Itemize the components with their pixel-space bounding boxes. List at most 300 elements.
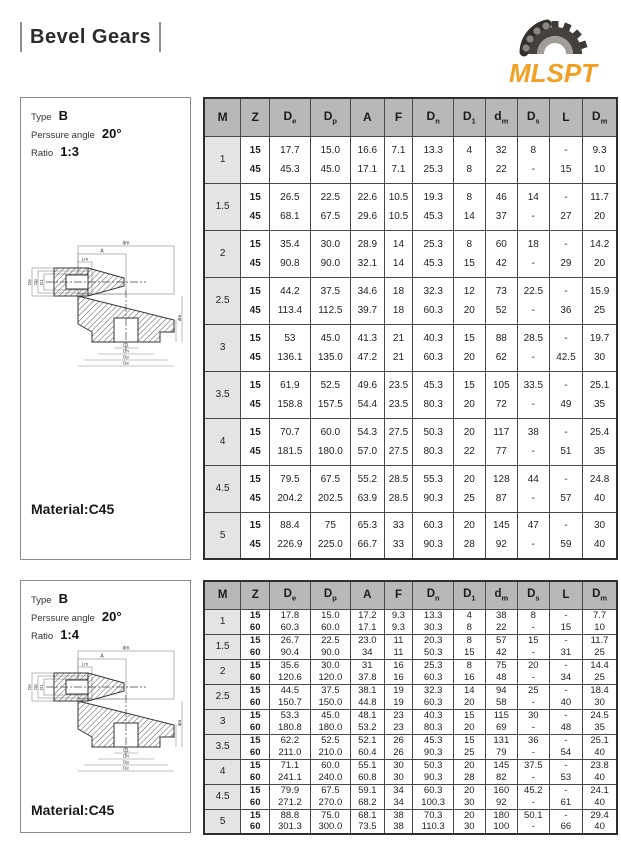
column-header-a: A bbox=[351, 581, 384, 609]
value-cell: 67.5 270.0 bbox=[310, 784, 350, 809]
dim-label-dm-right: dm bbox=[177, 314, 182, 322]
value-cell: 8 15 bbox=[453, 230, 485, 277]
value-cell: - 57 bbox=[549, 465, 582, 512]
pressure-angle-label: Perssure angle bbox=[31, 613, 95, 624]
type-label: Type bbox=[31, 112, 52, 123]
dim-label-dm-top: dm bbox=[122, 645, 130, 652]
value-cell: 59.1 68.2 bbox=[351, 784, 384, 809]
value-cell: 20 28 bbox=[453, 512, 485, 559]
module-cell: 2 bbox=[204, 230, 241, 277]
value-cell: 55.3 90.3 bbox=[413, 465, 453, 512]
teeth-cell: 15 45 bbox=[241, 324, 270, 371]
value-cell: 33.5 - bbox=[517, 371, 549, 418]
table-row bbox=[204, 277, 617, 324]
value-cell: 11 11 bbox=[384, 634, 413, 659]
value-cell: 26 26 bbox=[384, 734, 413, 759]
column-header-dn: $D_n$ bbox=[413, 98, 453, 136]
ratio-value: 1:3 bbox=[60, 144, 79, 159]
module-cell: 4.5 bbox=[204, 465, 241, 512]
dim-label-dm-right: dm bbox=[177, 719, 182, 727]
value-cell: 25.1 40 bbox=[583, 734, 617, 759]
bevel-gear-drawing bbox=[26, 238, 186, 378]
value-cell: 4 8 bbox=[453, 136, 485, 183]
value-cell: 38 38 bbox=[384, 809, 413, 834]
module-cell: 3 bbox=[204, 324, 241, 371]
column-header-dm: $d_m$ bbox=[485, 98, 517, 136]
value-cell: 15 20 bbox=[453, 371, 485, 418]
module-cell: 2.5 bbox=[204, 684, 241, 709]
teeth-cell: 15 60 bbox=[241, 659, 270, 684]
value-cell: 24.1 40 bbox=[583, 784, 617, 809]
value-cell: 7.1 7.1 bbox=[384, 136, 413, 183]
pressure-angle-label: Perssure angle bbox=[31, 130, 95, 141]
material-note: Material:C45 bbox=[31, 501, 115, 517]
value-cell: 60.0 180.0 bbox=[310, 418, 350, 465]
dim-label-a-right: A bbox=[171, 329, 176, 333]
teeth-cell: 15 60 bbox=[241, 759, 270, 784]
module-cell: 1 bbox=[204, 136, 241, 183]
title-divider-left bbox=[20, 22, 22, 52]
teeth-cell: 15 60 bbox=[241, 634, 270, 659]
gear-chain-logo-icon bbox=[498, 4, 608, 88]
spec-text bbox=[21, 581, 190, 642]
type-value: B bbox=[58, 591, 68, 606]
dim-label-dp-bottom: Dp bbox=[123, 759, 129, 765]
value-cell: 47 - bbox=[517, 512, 549, 559]
pressure-angle-value: 20° bbox=[101, 609, 122, 624]
module-cell: 2 bbox=[204, 659, 241, 684]
value-cell: 16.6 17.1 bbox=[351, 136, 384, 183]
module-cell: 3 bbox=[204, 709, 241, 734]
value-cell: 14 20 bbox=[453, 684, 485, 709]
table-header-row bbox=[204, 581, 617, 609]
value-cell: 25.3 60.3 bbox=[413, 659, 453, 684]
module-cell: 2.5 bbox=[204, 277, 241, 324]
value-cell: 18 18 bbox=[384, 277, 413, 324]
value-cell: 57 42 bbox=[485, 634, 517, 659]
value-cell: 44.5 150.7 bbox=[270, 684, 310, 709]
teeth-cell: 15 45 bbox=[241, 136, 270, 183]
value-cell: 15 20 bbox=[453, 324, 485, 371]
logo-text: MLSPT bbox=[508, 58, 598, 88]
teeth-cell: 15 60 bbox=[241, 784, 270, 809]
value-cell: 28.9 32.1 bbox=[351, 230, 384, 277]
value-cell: 70.3 110.3 bbox=[413, 809, 453, 834]
value-cell: 75.0 300.0 bbox=[310, 809, 350, 834]
value-cell: 17.7 45.3 bbox=[270, 136, 310, 183]
value-cell: 15.9 25 bbox=[583, 277, 617, 324]
value-cell: 22.5 - bbox=[517, 277, 549, 324]
bevel-gear-drawing bbox=[26, 643, 186, 783]
column-header-de: $D_e$ bbox=[270, 98, 310, 136]
module-cell: 5 bbox=[204, 809, 241, 834]
value-cell: 145 82 bbox=[485, 759, 517, 784]
value-cell: 37.5 150.0 bbox=[310, 684, 350, 709]
module-cell: 4.5 bbox=[204, 784, 241, 809]
value-cell: - 40 bbox=[549, 684, 582, 709]
value-cell: 29.4 40 bbox=[583, 809, 617, 834]
material-note: Material:C45 bbox=[31, 802, 115, 818]
value-cell: 40.3 80.3 bbox=[413, 709, 453, 734]
value-cell: 38.1 44.8 bbox=[351, 684, 384, 709]
module-cell: 3.5 bbox=[204, 371, 241, 418]
dimension-table-ratio-1-3 bbox=[203, 97, 618, 560]
value-cell: 14.4 25 bbox=[583, 659, 617, 684]
dim-label-d1-bottom: D1 bbox=[123, 747, 129, 753]
value-cell: 17.2 17.1 bbox=[351, 609, 384, 634]
teeth-cell: 15 45 bbox=[241, 183, 270, 230]
column-header-d1: $D_1$ bbox=[453, 98, 485, 136]
dim-label-lm-top: Lm bbox=[81, 256, 89, 262]
value-cell: 34 34 bbox=[384, 784, 413, 809]
column-header-z: Z bbox=[241, 98, 270, 136]
dim-label-de-bottom: De bbox=[123, 765, 129, 771]
value-cell: 24.5 35 bbox=[583, 709, 617, 734]
value-cell: 180 100 bbox=[485, 809, 517, 834]
value-cell: 44.2 113.4 bbox=[270, 277, 310, 324]
teeth-cell: 15 45 bbox=[241, 277, 270, 324]
value-cell: - 29 bbox=[549, 230, 582, 277]
value-cell: 55.1 60.8 bbox=[351, 759, 384, 784]
module-cell: 1 bbox=[204, 609, 241, 634]
table-row bbox=[204, 371, 617, 418]
value-cell: 9.3 10 bbox=[583, 136, 617, 183]
value-cell: 41.3 47.2 bbox=[351, 324, 384, 371]
value-cell: 28.5 28.5 bbox=[384, 465, 413, 512]
module-cell: 5 bbox=[204, 512, 241, 559]
column-header-ds: $D_s$ bbox=[517, 581, 549, 609]
value-cell: 52.5 157.5 bbox=[310, 371, 350, 418]
value-cell: 88.4 226.9 bbox=[270, 512, 310, 559]
column-header-m: M bbox=[204, 581, 241, 609]
table-row bbox=[204, 230, 617, 277]
value-cell: 8 - bbox=[517, 609, 549, 634]
table-row bbox=[204, 684, 617, 709]
page-header bbox=[20, 22, 161, 52]
value-cell: 20 25 bbox=[453, 465, 485, 512]
value-cell: - 27 bbox=[549, 183, 582, 230]
value-cell: 45.0 135.0 bbox=[310, 324, 350, 371]
pressure-angle-value: 20° bbox=[101, 126, 122, 141]
teeth-cell: 15 45 bbox=[241, 512, 270, 559]
value-cell: 15.0 60.0 bbox=[310, 609, 350, 634]
value-cell: - 15 bbox=[549, 136, 582, 183]
value-cell: 8 15 bbox=[453, 634, 485, 659]
column-header-f: F bbox=[384, 98, 413, 136]
value-cell: 8 16 bbox=[453, 659, 485, 684]
value-cell: 26.7 90.4 bbox=[270, 634, 310, 659]
column-header-de: $D_e$ bbox=[270, 581, 310, 609]
value-cell: 44 - bbox=[517, 465, 549, 512]
table-row bbox=[204, 183, 617, 230]
value-cell: 70.7 181.5 bbox=[270, 418, 310, 465]
dim-label-dp-left: Dp bbox=[33, 684, 38, 690]
value-cell: 15 - bbox=[517, 634, 549, 659]
value-cell: 15.0 45.0 bbox=[310, 136, 350, 183]
column-header-l: L bbox=[549, 581, 582, 609]
value-cell: 33 33 bbox=[384, 512, 413, 559]
value-cell: 18.4 30 bbox=[583, 684, 617, 709]
value-cell: 14.2 20 bbox=[583, 230, 617, 277]
value-cell: 50.3 90.3 bbox=[413, 759, 453, 784]
value-cell: - 15 bbox=[549, 609, 582, 634]
value-cell: 88 62 bbox=[485, 324, 517, 371]
value-cell: - 36 bbox=[549, 277, 582, 324]
value-cell: 54.3 57.0 bbox=[351, 418, 384, 465]
value-cell: 30.0 90.0 bbox=[310, 230, 350, 277]
value-cell: 28.5 - bbox=[517, 324, 549, 371]
value-cell: - 51 bbox=[549, 418, 582, 465]
value-cell: 32.3 60.3 bbox=[413, 277, 453, 324]
dim-label-d1-left: D1 bbox=[39, 684, 44, 690]
value-cell: 60.3 90.3 bbox=[413, 512, 453, 559]
value-cell: 25.4 35 bbox=[583, 418, 617, 465]
value-cell: 4 8 bbox=[453, 609, 485, 634]
company-logo bbox=[498, 4, 608, 88]
value-cell: 45.3 90.3 bbox=[413, 734, 453, 759]
value-cell: 22.5 90.0 bbox=[310, 634, 350, 659]
value-cell: 8 14 bbox=[453, 183, 485, 230]
column-header-l: L bbox=[549, 98, 582, 136]
title-divider-right bbox=[159, 22, 161, 52]
ratio-label: Ratio bbox=[31, 148, 54, 159]
value-cell: - 53 bbox=[549, 759, 582, 784]
table-row bbox=[204, 512, 617, 559]
value-cell: 45.3 80.3 bbox=[413, 371, 453, 418]
table-row bbox=[204, 418, 617, 465]
value-cell: 20 30 bbox=[453, 784, 485, 809]
value-cell: 71.1 241.1 bbox=[270, 759, 310, 784]
column-header-f: F bbox=[384, 581, 413, 609]
value-cell: 19.3 45.3 bbox=[413, 183, 453, 230]
value-cell: 11.7 20 bbox=[583, 183, 617, 230]
value-cell: 23.5 23.5 bbox=[384, 371, 413, 418]
table-row bbox=[204, 634, 617, 659]
value-cell: 46 37 bbox=[485, 183, 517, 230]
value-cell: 128 87 bbox=[485, 465, 517, 512]
value-cell: 36 - bbox=[517, 734, 549, 759]
value-cell: 23 23 bbox=[384, 709, 413, 734]
value-cell: - 48 bbox=[549, 709, 582, 734]
value-cell: 38 22 bbox=[485, 609, 517, 634]
value-cell: 24.8 40 bbox=[583, 465, 617, 512]
dim-label-a-top: A bbox=[100, 248, 104, 255]
value-cell: 19.7 30 bbox=[583, 324, 617, 371]
module-cell: 3.5 bbox=[204, 734, 241, 759]
value-cell: 68.1 73.5 bbox=[351, 809, 384, 834]
value-cell: 55.2 63.9 bbox=[351, 465, 384, 512]
value-cell: 73 52 bbox=[485, 277, 517, 324]
value-cell: 50.1 - bbox=[517, 809, 549, 834]
teeth-cell: 15 45 bbox=[241, 371, 270, 418]
value-cell: 131 79 bbox=[485, 734, 517, 759]
ratio-label: Ratio bbox=[31, 631, 54, 642]
value-cell: 14 - bbox=[517, 183, 549, 230]
value-cell: 52.1 60.4 bbox=[351, 734, 384, 759]
column-header-dm: $D_m$ bbox=[583, 581, 617, 609]
value-cell: 53 136.1 bbox=[270, 324, 310, 371]
value-cell: 12 20 bbox=[453, 277, 485, 324]
value-cell: 35.6 120.6 bbox=[270, 659, 310, 684]
column-header-z: Z bbox=[241, 581, 270, 609]
value-cell: 14 14 bbox=[384, 230, 413, 277]
value-cell: 31 37.8 bbox=[351, 659, 384, 684]
type-label: Type bbox=[31, 595, 52, 606]
value-cell: - 61 bbox=[549, 784, 582, 809]
dim-label-d1-left: D1 bbox=[39, 279, 44, 285]
ratio-value: 1:4 bbox=[60, 627, 79, 642]
teeth-cell: 15 45 bbox=[241, 465, 270, 512]
value-cell: 22.6 29.6 bbox=[351, 183, 384, 230]
spec-panel-ratio-1-4 bbox=[20, 580, 191, 833]
value-cell: - 34 bbox=[549, 659, 582, 684]
table-row bbox=[204, 784, 617, 809]
value-cell: - 54 bbox=[549, 734, 582, 759]
table-row bbox=[204, 465, 617, 512]
value-cell: 25.3 45.3 bbox=[413, 230, 453, 277]
column-header-dn: $D_n$ bbox=[413, 581, 453, 609]
dim-label-dn-bottom: Dn bbox=[123, 753, 129, 759]
table-row bbox=[204, 709, 617, 734]
value-cell: 105 72 bbox=[485, 371, 517, 418]
value-cell: 23.8 40 bbox=[583, 759, 617, 784]
value-cell: 52.5 210.0 bbox=[310, 734, 350, 759]
table-row bbox=[204, 809, 617, 834]
value-cell: 88.8 301.3 bbox=[270, 809, 310, 834]
value-cell: 10.5 10.5 bbox=[384, 183, 413, 230]
value-cell: 7.7 10 bbox=[583, 609, 617, 634]
value-cell: - 31 bbox=[549, 634, 582, 659]
value-cell: 18 - bbox=[517, 230, 549, 277]
value-cell: - 49 bbox=[549, 371, 582, 418]
dim-label-dp-bottom: Dp bbox=[123, 354, 129, 360]
value-cell: 30.0 120.0 bbox=[310, 659, 350, 684]
dimension-table-ratio-1-4 bbox=[203, 580, 618, 835]
value-cell: 37.5 112.5 bbox=[310, 277, 350, 324]
value-cell: 94 58 bbox=[485, 684, 517, 709]
table-row bbox=[204, 659, 617, 684]
value-cell: 25.1 35 bbox=[583, 371, 617, 418]
table-row bbox=[204, 759, 617, 784]
module-cell: 1.5 bbox=[204, 183, 241, 230]
value-cell: 75 48 bbox=[485, 659, 517, 684]
value-cell: 32.3 60.3 bbox=[413, 684, 453, 709]
column-header-dm: $d_m$ bbox=[485, 581, 517, 609]
value-cell: 145 92 bbox=[485, 512, 517, 559]
value-cell: 15 20 bbox=[453, 709, 485, 734]
value-cell: 20.3 50.3 bbox=[413, 634, 453, 659]
value-cell: 45.0 180.0 bbox=[310, 709, 350, 734]
dim-label-de-bottom: De bbox=[123, 360, 129, 366]
teeth-cell: 15 60 bbox=[241, 709, 270, 734]
table-row bbox=[204, 734, 617, 759]
teeth-cell: 15 45 bbox=[241, 418, 270, 465]
value-cell: 23.0 34 bbox=[351, 634, 384, 659]
module-cell: 1.5 bbox=[204, 634, 241, 659]
value-cell: 160 92 bbox=[485, 784, 517, 809]
teeth-cell: 15 60 bbox=[241, 734, 270, 759]
value-cell: 20 28 bbox=[453, 759, 485, 784]
type-value: B bbox=[58, 108, 68, 123]
value-cell: 17.8 60.3 bbox=[270, 609, 310, 634]
value-cell: 30 - bbox=[517, 709, 549, 734]
column-header-dp: $D_p$ bbox=[310, 98, 350, 136]
column-header-ds: $D_s$ bbox=[517, 98, 549, 136]
value-cell: 9.3 9.3 bbox=[384, 609, 413, 634]
dim-label-a-top: A bbox=[100, 653, 104, 660]
value-cell: 50.3 80.3 bbox=[413, 418, 453, 465]
value-cell: 27.5 27.5 bbox=[384, 418, 413, 465]
spec-panel-ratio-1-3 bbox=[20, 97, 191, 560]
value-cell: 60.0 240.0 bbox=[310, 759, 350, 784]
dim-label-a-right: A bbox=[171, 734, 176, 738]
dim-label-de-left: De bbox=[27, 279, 32, 285]
value-cell: 30 40 bbox=[583, 512, 617, 559]
value-cell: 20 - bbox=[517, 659, 549, 684]
spec-text bbox=[21, 98, 190, 159]
value-cell: 16 16 bbox=[384, 659, 413, 684]
dim-label-lm-top: Lm bbox=[81, 661, 89, 667]
value-cell: - 42.5 bbox=[549, 324, 582, 371]
value-cell: 22.5 67.5 bbox=[310, 183, 350, 230]
column-header-a: A bbox=[351, 98, 384, 136]
value-cell: - 59 bbox=[549, 512, 582, 559]
value-cell: 34.6 39.7 bbox=[351, 277, 384, 324]
value-cell: 48.1 53.2 bbox=[351, 709, 384, 734]
value-cell: - 66 bbox=[549, 809, 582, 834]
value-cell: 21 21 bbox=[384, 324, 413, 371]
table-row bbox=[204, 324, 617, 371]
teeth-cell: 15 45 bbox=[241, 230, 270, 277]
dim-label-d1-bottom: D1 bbox=[123, 342, 129, 348]
column-header-dp: $D_p$ bbox=[310, 581, 350, 609]
value-cell: 65.3 66.7 bbox=[351, 512, 384, 559]
value-cell: 13.3 25.3 bbox=[413, 136, 453, 183]
dim-label-dn-bottom: Dn bbox=[123, 348, 129, 354]
value-cell: 20 22 bbox=[453, 418, 485, 465]
value-cell: 20 30 bbox=[453, 809, 485, 834]
teeth-cell: 15 60 bbox=[241, 684, 270, 709]
column-header-m: M bbox=[204, 98, 241, 136]
value-cell: 53.3 180.8 bbox=[270, 709, 310, 734]
value-cell: 26.5 68.1 bbox=[270, 183, 310, 230]
value-cell: 11.7 25 bbox=[583, 634, 617, 659]
value-cell: 67.5 202.5 bbox=[310, 465, 350, 512]
dim-label-dm-top: dm bbox=[122, 240, 130, 247]
teeth-cell: 15 60 bbox=[241, 609, 270, 634]
value-cell: 15 25 bbox=[453, 734, 485, 759]
value-cell: 79.9 271.2 bbox=[270, 784, 310, 809]
table-row bbox=[204, 609, 617, 634]
value-cell: 38 - bbox=[517, 418, 549, 465]
value-cell: 115 69 bbox=[485, 709, 517, 734]
value-cell: 30 30 bbox=[384, 759, 413, 784]
value-cell: 79.5 204.2 bbox=[270, 465, 310, 512]
value-cell: 19 19 bbox=[384, 684, 413, 709]
value-cell: 25 - bbox=[517, 684, 549, 709]
module-cell: 4 bbox=[204, 759, 241, 784]
value-cell: 75 225.0 bbox=[310, 512, 350, 559]
value-cell: 37.5 - bbox=[517, 759, 549, 784]
value-cell: 32 22 bbox=[485, 136, 517, 183]
table-row bbox=[204, 136, 617, 183]
value-cell: 40.3 60.3 bbox=[413, 324, 453, 371]
dim-label-de-left: De bbox=[27, 684, 32, 690]
value-cell: 117 77 bbox=[485, 418, 517, 465]
value-cell: 49.6 54.4 bbox=[351, 371, 384, 418]
module-cell: 4 bbox=[204, 418, 241, 465]
value-cell: 8 - bbox=[517, 136, 549, 183]
